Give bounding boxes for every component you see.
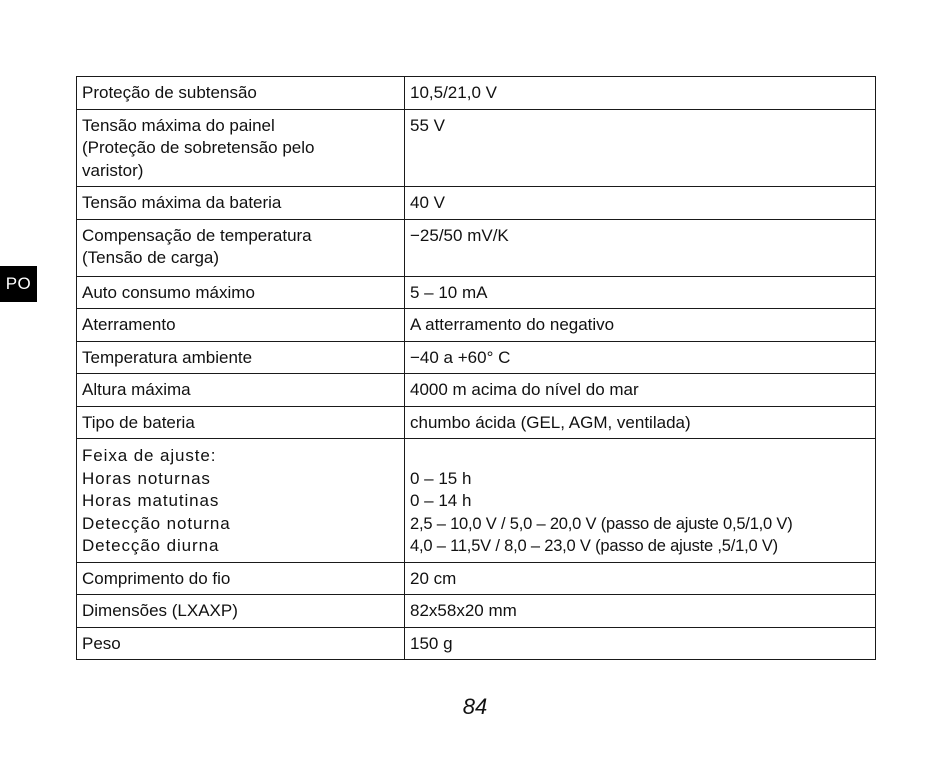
spec-value: 55 V — [405, 109, 876, 187]
language-tab: PO — [0, 266, 37, 302]
spec-value — [405, 439, 876, 563]
spec-label: Altura máxima — [77, 374, 405, 407]
spec-value: chumbo ácida (GEL, AGM, ventilada) — [405, 406, 876, 439]
table-row — [77, 109, 876, 187]
table-row — [77, 406, 876, 439]
spec-label — [77, 219, 405, 276]
spec-label: Comprimento do fio — [77, 562, 405, 595]
spec-label-line: Feixa de ajuste: — [82, 446, 217, 465]
table-row — [77, 374, 876, 407]
spec-label-line: Detecção diurna — [82, 536, 220, 555]
table-row — [77, 627, 876, 660]
spec-value: −25/50 mV/K — [405, 219, 876, 276]
spec-label-line: varistor) — [82, 160, 144, 180]
spec-label-line: Compensação de temperatura — [82, 225, 312, 245]
spec-value: A atterramento do negativo — [405, 309, 876, 342]
spec-label: Auto consumo máximo — [77, 276, 405, 309]
spec-label-line: (Tensão de carga) — [82, 248, 220, 267]
spec-value: 40 V — [405, 187, 876, 220]
page-number: 84 — [462, 694, 488, 719]
spec-value: 4000 m acima do nível do mar — [405, 374, 876, 407]
spec-label: Tensão máxima da bateria — [77, 187, 405, 220]
spec-value: 20 cm — [405, 562, 876, 595]
spec-value: 5 – 10 mA — [405, 276, 876, 309]
table-row — [77, 219, 876, 276]
specifications-table — [76, 76, 876, 660]
spec-label-line: Horas matutinas — [82, 491, 220, 510]
table-row — [77, 309, 876, 342]
table-row — [77, 562, 876, 595]
table-row — [77, 439, 876, 563]
spec-label — [77, 439, 405, 563]
spec-value: −40 a +60° C — [405, 341, 876, 374]
spec-label — [77, 109, 405, 187]
table-row — [77, 595, 876, 628]
spec-label: Tipo de bateria — [77, 406, 405, 439]
spec-label-line: (Proteção de sobretensão pelo — [82, 138, 315, 157]
spec-value-line: 0 – 15 h — [410, 468, 472, 488]
spec-value-line: 4,0 – 11,5V / 8,0 – 23,0 V (passo de ajuste ,5/1,0 V) — [410, 537, 778, 555]
table-row — [77, 77, 876, 110]
spec-label-line: Tensão máxima do painel — [82, 115, 275, 135]
spec-value: 150 g — [405, 627, 876, 660]
spacer — [410, 445, 870, 468]
spec-label-line: Detecção noturna — [82, 513, 231, 533]
spec-label: Proteção de subtensão — [77, 77, 405, 110]
table-row — [77, 341, 876, 374]
table-row — [77, 187, 876, 220]
spec-label: Peso — [77, 627, 405, 660]
spec-label: Dimensões (LXAXP) — [77, 595, 405, 628]
spec-value: 82x58x20 mm — [405, 595, 876, 628]
table-row — [77, 276, 876, 309]
spec-label-line: Horas noturnas — [82, 468, 211, 488]
spec-label: Temperatura ambiente — [77, 341, 405, 374]
spec-value: 10,5/21,0 V — [405, 77, 876, 110]
spec-label: Aterramento — [77, 309, 405, 342]
spec-value-line: 0 – 14 h — [410, 491, 472, 510]
spec-value-line: 2,5 – 10,0 V / 5,0 – 20,0 V (passo de ajuste 0,5/1,0 V) — [410, 514, 793, 533]
